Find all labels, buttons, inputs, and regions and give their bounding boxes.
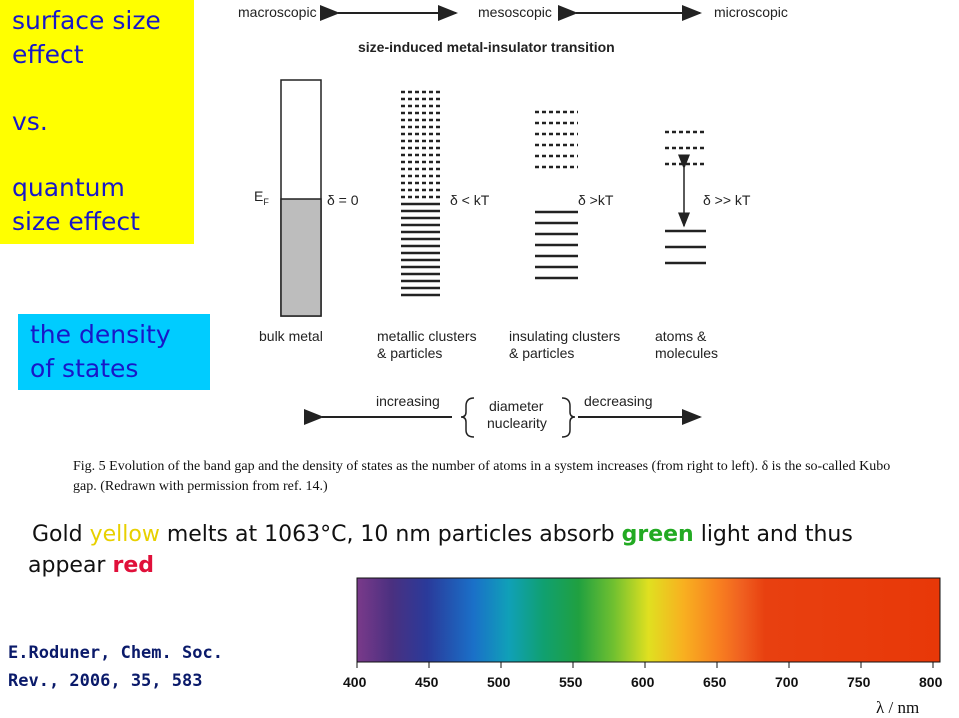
figure-caption-line-1: Fig. 5 Evolution of the band gap and the density of states as the number of atoms in a system increases (from right to left). δ is the so-called Kubo — [73, 459, 891, 474]
gold-statement-line-2: appear red — [28, 553, 155, 578]
atoms-upper-levels — [665, 132, 706, 164]
visible-spectrum-bar — [357, 578, 940, 662]
green-word: green — [621, 522, 694, 547]
gold-statement-line-1: Gold yellow melts at 1063°C, 10 nm particles absorb green light and thus — [32, 522, 853, 547]
metallic-lower-levels — [401, 204, 440, 295]
quantum-line-1: quantum — [12, 173, 125, 202]
tick-500: 500 — [487, 674, 511, 690]
metallic-clusters-label-2: & particles — [377, 345, 443, 361]
fermi-energy-label: $E_F$ — [254, 188, 269, 207]
tick-400: 400 — [343, 674, 367, 690]
reference-line-2: Rev., 2006, 35, 583 — [8, 671, 203, 691]
decreasing-label: decreasing — [584, 393, 653, 409]
delta-clusters-label: δ < kT — [450, 192, 490, 208]
nuclearity-label: nuclearity — [487, 415, 547, 431]
surface-line-2: effect — [12, 40, 84, 69]
right-brace — [562, 398, 575, 437]
spectrum-ticks — [357, 662, 933, 668]
metallic-clusters-label-1: metallic clusters — [377, 328, 477, 344]
diameter-label: diameter — [489, 398, 544, 414]
tick-650: 650 — [703, 674, 727, 690]
density-line-2: of states — [30, 354, 139, 383]
delta-insulating-label: δ >kT — [578, 192, 614, 208]
insulating-upper-levels — [535, 112, 578, 167]
left-brace — [461, 398, 474, 437]
delta-bulk-label: δ = 0 — [327, 192, 359, 208]
tick-550: 550 — [559, 674, 583, 690]
insulating-clusters-label-1: insulating clusters — [509, 328, 621, 344]
mesoscopic-label: mesoscopic — [478, 4, 552, 20]
atoms-lower-levels — [665, 231, 706, 263]
surface-line-1: surface size — [12, 6, 161, 35]
atoms-label-1: atoms & — [655, 328, 707, 344]
density-line-1: the density — [30, 320, 171, 349]
yellow-word: yellow — [89, 522, 160, 547]
bulk-metal-label: bulk metal — [259, 328, 323, 344]
tick-700: 700 — [775, 674, 799, 690]
wavelength-unit-label: λ / nm — [876, 698, 920, 717]
transition-label: size-induced metal-insulator transition — [358, 39, 615, 55]
figure-caption-line-2: gap. (Redrawn with permission from ref. 14.) — [73, 479, 328, 494]
insulating-lower-levels — [535, 212, 578, 278]
macroscopic-label: macroscopic — [238, 4, 317, 20]
delta-atoms-label: δ >> kT — [703, 192, 751, 208]
quantum-line-2: size effect — [12, 207, 140, 236]
bulk-metal-filled — [281, 199, 321, 316]
increasing-label: increasing — [376, 393, 440, 409]
tick-800: 800 — [919, 674, 943, 690]
tick-600: 600 — [631, 674, 655, 690]
vs-label: vs. — [12, 107, 48, 136]
tick-450: 450 — [415, 674, 439, 690]
microscopic-label: microscopic — [714, 4, 788, 20]
tick-750: 750 — [847, 674, 871, 690]
reference-line-1: E.Roduner, Chem. Soc. — [8, 643, 223, 663]
insulating-clusters-label-2: & particles — [509, 345, 575, 361]
red-word: red — [112, 553, 155, 578]
metallic-upper-levels — [401, 92, 440, 197]
atoms-label-2: molecules — [655, 345, 719, 361]
